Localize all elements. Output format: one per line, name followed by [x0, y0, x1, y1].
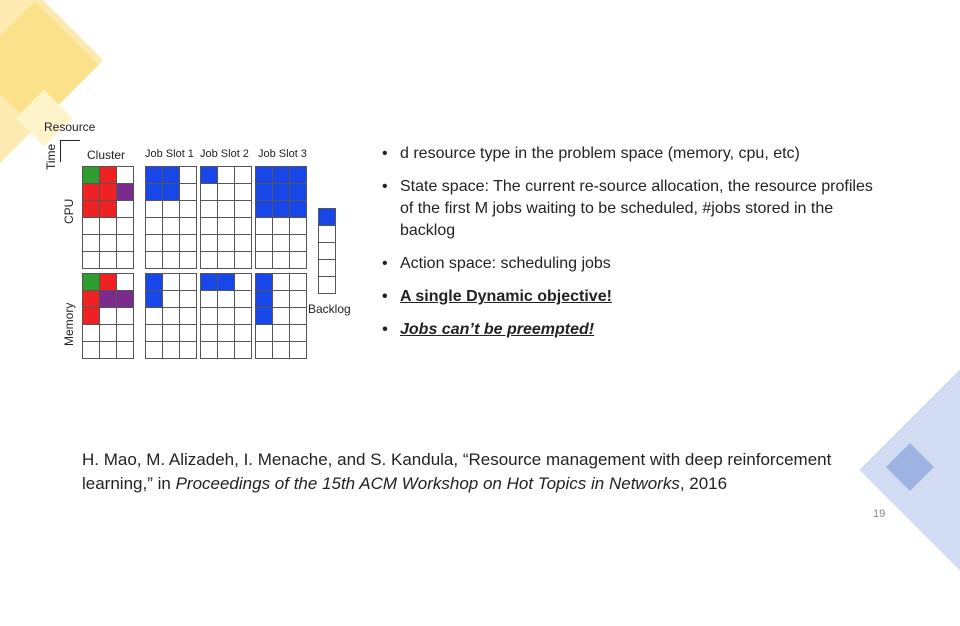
grid-cell [180, 308, 196, 324]
grid-cell [256, 252, 272, 268]
grid-cell [290, 325, 306, 341]
grid-cell [163, 342, 179, 358]
grid-cell [117, 325, 133, 341]
grid-cell [218, 218, 234, 234]
grid-cell [83, 342, 99, 358]
grid-cell [180, 291, 196, 307]
grid-cell [163, 274, 179, 290]
grid-cell [290, 308, 306, 324]
grid-cell [290, 184, 306, 200]
grid-cell [100, 308, 116, 324]
grid-cell [180, 274, 196, 290]
grid-cell [83, 218, 99, 234]
grid-cell [256, 274, 272, 290]
cpu-job-slot-2-grid [200, 166, 252, 269]
memory-job-slot-3-grid [255, 273, 307, 359]
citation-suffix: , 2016 [679, 474, 728, 493]
grid-cell [290, 274, 306, 290]
grid-cell [319, 243, 335, 259]
grid-cell [256, 218, 272, 234]
memory-cluster-grid [82, 273, 134, 359]
time-arrow [60, 140, 61, 162]
grid-cell [146, 218, 162, 234]
grid-cell [218, 325, 234, 341]
memory-job-slot-2-grid [200, 273, 252, 359]
grid-cell [83, 235, 99, 251]
grid-cell [117, 201, 133, 217]
grid-cell [319, 277, 335, 293]
grid-cell [319, 260, 335, 276]
grid-cell [146, 325, 162, 341]
grid-cell [180, 235, 196, 251]
grid-cell [117, 252, 133, 268]
grid-cell [163, 184, 179, 200]
backlog-column [318, 208, 336, 294]
grid-cell [83, 252, 99, 268]
bullet-item: • Action space: scheduling jobs [380, 253, 890, 275]
grid-cell [117, 235, 133, 251]
grid-cell [273, 274, 289, 290]
grid-cell [273, 201, 289, 217]
grid-cell [201, 218, 217, 234]
grid-cell [290, 235, 306, 251]
grid-cell [100, 274, 116, 290]
grid-cell [235, 325, 251, 341]
grid-cell [146, 308, 162, 324]
grid-cell [117, 291, 133, 307]
grid-cell [319, 226, 335, 242]
time-label: Time [44, 143, 58, 170]
grid-cell [117, 167, 133, 183]
grid-cell [235, 167, 251, 183]
grid-cell [163, 235, 179, 251]
grid-cell [218, 274, 234, 290]
grid-cell [146, 274, 162, 290]
grid-cell [117, 184, 133, 200]
grid-cell [235, 184, 251, 200]
grid-cell [235, 308, 251, 324]
grid-cell [290, 167, 306, 183]
grid-cell [273, 167, 289, 183]
time-arrow [60, 140, 80, 141]
grid-cell [218, 342, 234, 358]
grid-cell [256, 325, 272, 341]
grid-cell [218, 184, 234, 200]
grid-cell [180, 342, 196, 358]
bullet-item: • A single Dynamic objective! [380, 286, 890, 308]
grid-cell [83, 201, 99, 217]
cpu-cluster-grid [82, 166, 134, 269]
grid-cell [100, 201, 116, 217]
grid-cell [256, 167, 272, 183]
grid-cell [180, 252, 196, 268]
grid-cell [100, 167, 116, 183]
grid-cell [83, 308, 99, 324]
grid-cell [273, 218, 289, 234]
grid-cell [117, 342, 133, 358]
grid-cell [100, 325, 116, 341]
grid-cell [201, 235, 217, 251]
grid-cell [218, 308, 234, 324]
grid-cell [83, 325, 99, 341]
grid-cell [201, 291, 217, 307]
bullet-item: • Jobs can’t be preempted! [380, 319, 890, 341]
grid-cell [273, 184, 289, 200]
grid-cell [319, 209, 335, 225]
grid-cell [83, 184, 99, 200]
grid-cell [273, 308, 289, 324]
grid-cell [180, 218, 196, 234]
grid-cell [218, 167, 234, 183]
bullet-item: • State space: The current re-source allocation, the resource profiles of the first M jobs waiting to be scheduled, #jobs stored in the backlog [380, 176, 890, 242]
grid-cell [273, 291, 289, 307]
grid-cell [235, 218, 251, 234]
grid-cell [146, 252, 162, 268]
cpu-job-slot-1-grid [145, 166, 197, 269]
grid-cell [235, 342, 251, 358]
grid-cell [290, 252, 306, 268]
grid-cell [256, 291, 272, 307]
grid-cell [273, 252, 289, 268]
grid-cell [83, 167, 99, 183]
grid-cell [163, 325, 179, 341]
grid-cell [256, 201, 272, 217]
header-cluster: Cluster [87, 148, 126, 162]
grid-cell [117, 308, 133, 324]
grid-cell [256, 308, 272, 324]
grid-cell [163, 252, 179, 268]
grid-cell [235, 274, 251, 290]
grid-cell [218, 201, 234, 217]
grid-cell [180, 325, 196, 341]
grid-cell [201, 167, 217, 183]
grid-cell [235, 252, 251, 268]
grid-cell [201, 325, 217, 341]
grid-cell [163, 201, 179, 217]
grid-cell [273, 235, 289, 251]
grid-cell [180, 167, 196, 183]
grid-cell [218, 235, 234, 251]
grid-cell [100, 252, 116, 268]
grid-cell [235, 235, 251, 251]
grid-cell [100, 291, 116, 307]
grid-cell [290, 291, 306, 307]
grid-cell [163, 308, 179, 324]
backlog-label: Backlog [308, 302, 351, 316]
grid-cell [100, 342, 116, 358]
grid-cell [83, 291, 99, 307]
grid-cell [146, 342, 162, 358]
grid-cell [117, 218, 133, 234]
grid-cell [201, 252, 217, 268]
grid-cell [83, 274, 99, 290]
grid-cell [146, 291, 162, 307]
grid-cell [146, 184, 162, 200]
resource-label: Resource [44, 120, 96, 134]
grid-cell [163, 291, 179, 307]
cpu-label: CPU [62, 198, 76, 224]
memory-label: Memory [62, 302, 76, 346]
header-job-slot-1: Job Slot 1 [145, 148, 194, 160]
grid-cell [218, 252, 234, 268]
grid-cell [256, 235, 272, 251]
grid-cell [256, 342, 272, 358]
grid-cell [100, 235, 116, 251]
grid-cell [235, 291, 251, 307]
grid-cell [201, 201, 217, 217]
grid-cell [201, 274, 217, 290]
grid-cell [180, 201, 196, 217]
memory-job-slot-1-grid [145, 273, 197, 359]
grid-cell [163, 167, 179, 183]
grid-cell [180, 184, 196, 200]
bullet-item: • d resource type in the problem space (memory, cpu, etc) [380, 143, 890, 165]
grid-cell [290, 201, 306, 217]
resource-figure [40, 118, 360, 373]
bullet-list [380, 143, 890, 352]
grid-cell [218, 291, 234, 307]
grid-cell [201, 184, 217, 200]
grid-cell [100, 218, 116, 234]
page-number: 19 [873, 508, 886, 520]
grid-cell [290, 342, 306, 358]
grid-cell [256, 184, 272, 200]
grid-cell [100, 184, 116, 200]
grid-cell [117, 274, 133, 290]
header-job-slot-3: Job Slot 3 [258, 148, 307, 160]
grid-cell [201, 342, 217, 358]
citation-prefix: H. Mao, M. Alizadeh, I. Menache, and S. Kandula, “Resource management with deep reinforcement learning,” in [82, 450, 832, 493]
citation [82, 448, 872, 496]
grid-cell [201, 308, 217, 324]
grid-cell [235, 201, 251, 217]
grid-cell [146, 235, 162, 251]
header-job-slot-2: Job Slot 2 [200, 148, 249, 160]
grid-cell [146, 201, 162, 217]
grid-cell [290, 218, 306, 234]
grid-cell [273, 325, 289, 341]
citation-venue: Proceedings of the 15th ACM Workshop on Hot Topics in Networks [175, 474, 680, 493]
grid-cell [163, 218, 179, 234]
grid-cell [273, 342, 289, 358]
grid-cell [146, 167, 162, 183]
cpu-job-slot-3-grid [255, 166, 307, 269]
